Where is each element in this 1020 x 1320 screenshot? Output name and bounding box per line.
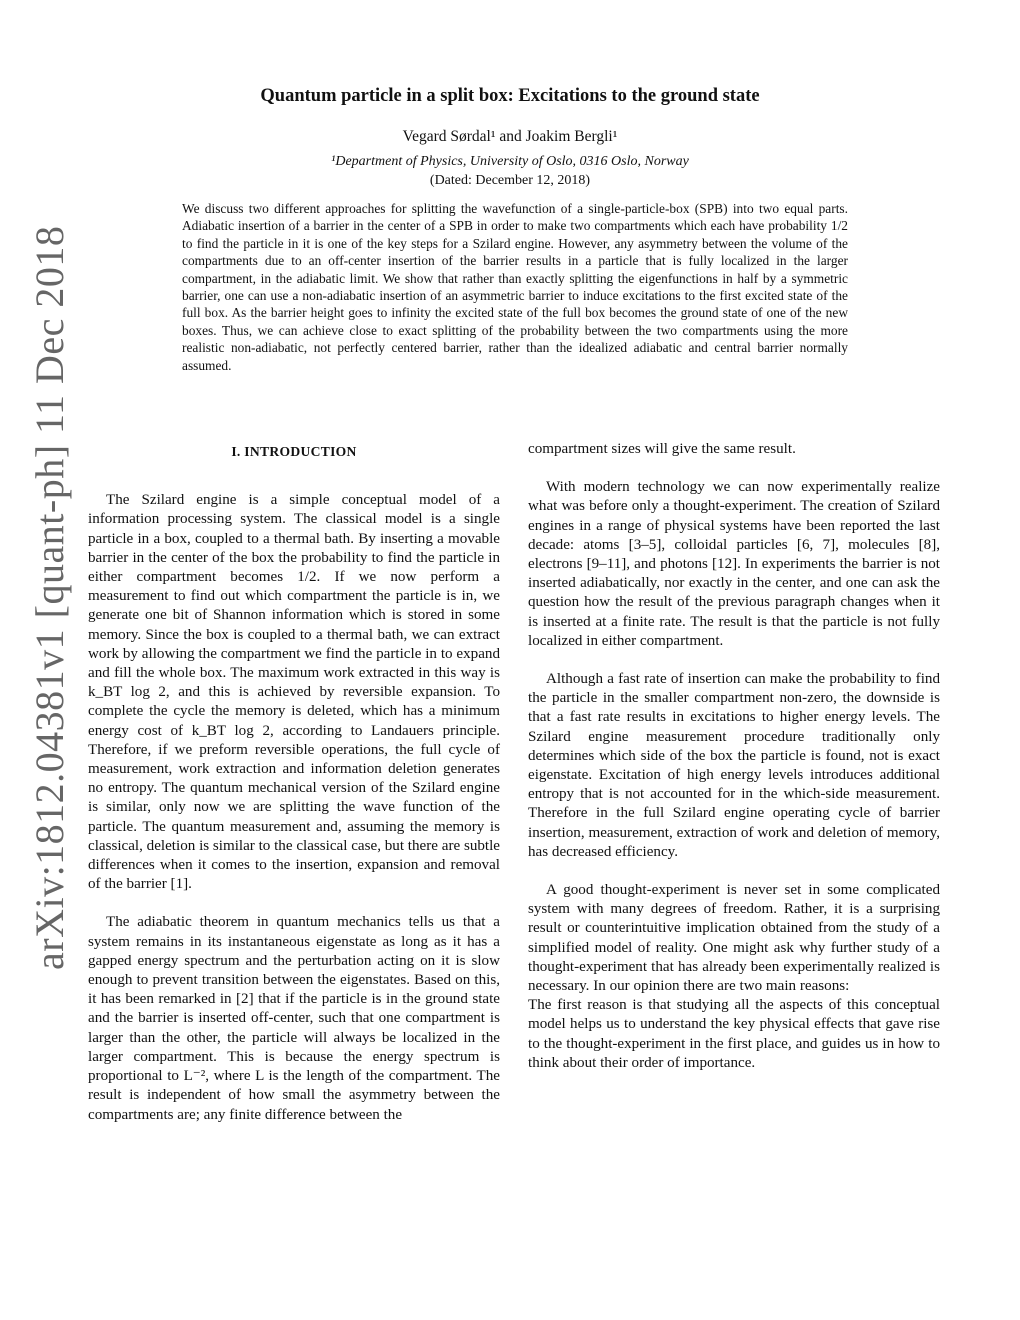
author-affiliation: ¹Department of Physics, University of Oslo, 0316 Oslo, Norway: [331, 154, 689, 169]
paragraph: The Szilard engine is a simple conceptual model of a information processing system. The classical model is a single particle in a box, coupled to a thermal bath. By inserting a movable barrier in the center of the box the probability to find the particle in either compartment becomes 1/2. If we now perform a measurement to find out which compartment the particle is in, we generate one bit of Shannon information which is stored in some memory. Since the box is coupled to a thermal bath, we can extract work by allowing the compartment we find the particle in to expand and fill the whole box. The maximum work extracted in this way is k_BT log 2, and this is achieved by reversible expansion. To complete the cycle the memory is deleted, which has a minimum energy cost of k_BT log 2, according to Landauers principle. Therefore, if we preform reversible operations, the full cycle of measurement, work extraction and information deletion generates no entropy. The quantum mechanical version of the Szilard engine is similar, only now we are splitting the wave function of the particle. The quantum measurement and, assuming the memory is classical, deletion is similar to the classical case, but there are subtle differences when it comes to the insertion, expansion and removal of the barrier [1].: [88, 492, 500, 893]
right-column: [528, 440, 940, 1092]
paper-authors: Vegard Sørdal¹ and Joakim Bergli¹: [402, 128, 618, 145]
paper-date: (Dated: December 12, 2018): [429, 173, 591, 188]
paragraph-continuation: compartment sizes will give the same result.: [528, 441, 796, 457]
paragraph: With modern technology we can now experimentally realize what was before only a thought-experiment. The creation of Szilard engines in a range of physical systems have been reported the last decade: atoms [3–5], colloidal particles [6, 7], molecules [8], electrons [9–11], and photons [12]. In experiments the barrier is not inserted adiabatically, nor exactly in the center, and one can ask the question how the result of the previous paragraph changes when it is inserted at a finite rate. The result is that the particle is not fully localized in either compartment.: [528, 479, 940, 649]
paragraph: The adiabatic theorem in quantum mechanics tells us that a system remains in its instantaneous eigenstate as long as it has a gapped energy spectrum and the perturbation acting on it is slow enough to prevent transition between the eigenstates. Based on this, it has been remarked in [2] that if the particle is in the ground state and the barrier is inserted off-center, such that one compartment is larger than the other, the particle will always be localized in the larger compartment. This is because the energy spectrum is proportional to L⁻², where L is the length of the compartment. The result is independent of how small the asymmetry between the compartments are; any finite difference between the: [88, 914, 500, 1123]
section-heading: I. INTRODUCTION: [231, 444, 357, 459]
paragraph: The first reason is that studying all the aspects of this conceptual model helps us to understand the key physical effects that gave rise to the thought-experiment in the first place, and guides us in how to think about their order of importance.: [528, 997, 940, 1071]
paper-title: Quantum particle in a split box: Excitations to the ground state: [260, 86, 760, 106]
left-column: [88, 440, 500, 1144]
paragraph: Although a fast rate of insertion can make the probability to find the particle in the smaller compartment non-zero, the downside is that a fast rate results in excitations to higher energy levels. The Szilard engine measurement procedure traditionally only determines which side of the box the particle is found, not is exact eigenstate. Excitation of high energy levels introduces additional entropy that is not accounted for in the which-side measurement. Therefore in the full Szilard engine operating cycle of barrier insertion, measurement, extraction of work and deletion of memory, has decreased efficiency.: [528, 671, 940, 860]
paragraph: A good thought-experiment is never set in some complicated system with many degrees of freedom. Rather, it is a surprising result or counterintuitive implication obtained from the study of a simplified model of reality. One might ask why further study of a thought-experiment that has already been experimentally realized is necessary. In our opinion there are two main reasons:: [528, 882, 940, 995]
abstract: We discuss two different approaches for splitting the wavefunction of a single-particle-box (SPB) into two equal parts. Adiabatic insertion of a barrier in the center of a SPB in order to make two compartments which each have probability 1/2 to find the particle in it is one of the key steps for a Szilard engine. However, any asymmetry between the volume of the compartments due to an off-center insertion of the barrier results in a particle that is fully localized in the larger compartment, in the adiabatic limit. We show that rather than exactly splitting the eigenfunctions in half by a symmetric barrier, one can use a non-adiabatic insertion of an asymmetric barrier to induce excitations to the first excited state of the full box. As the barrier height goes to infinity the excited state of the full box becomes the ground state of one of the new boxes. Thus, we can achieve close to exact splitting of the probability between the two compartments using the more realistic non-adiabatic, not perfectly centered barrier, rather than the idealized adiabatic and central barrier normally assumed.: [182, 201, 848, 373]
arxiv-identifier: arXiv:1812.04381v1 [quant-ph] 11 Dec 2018: [27, 225, 72, 970]
